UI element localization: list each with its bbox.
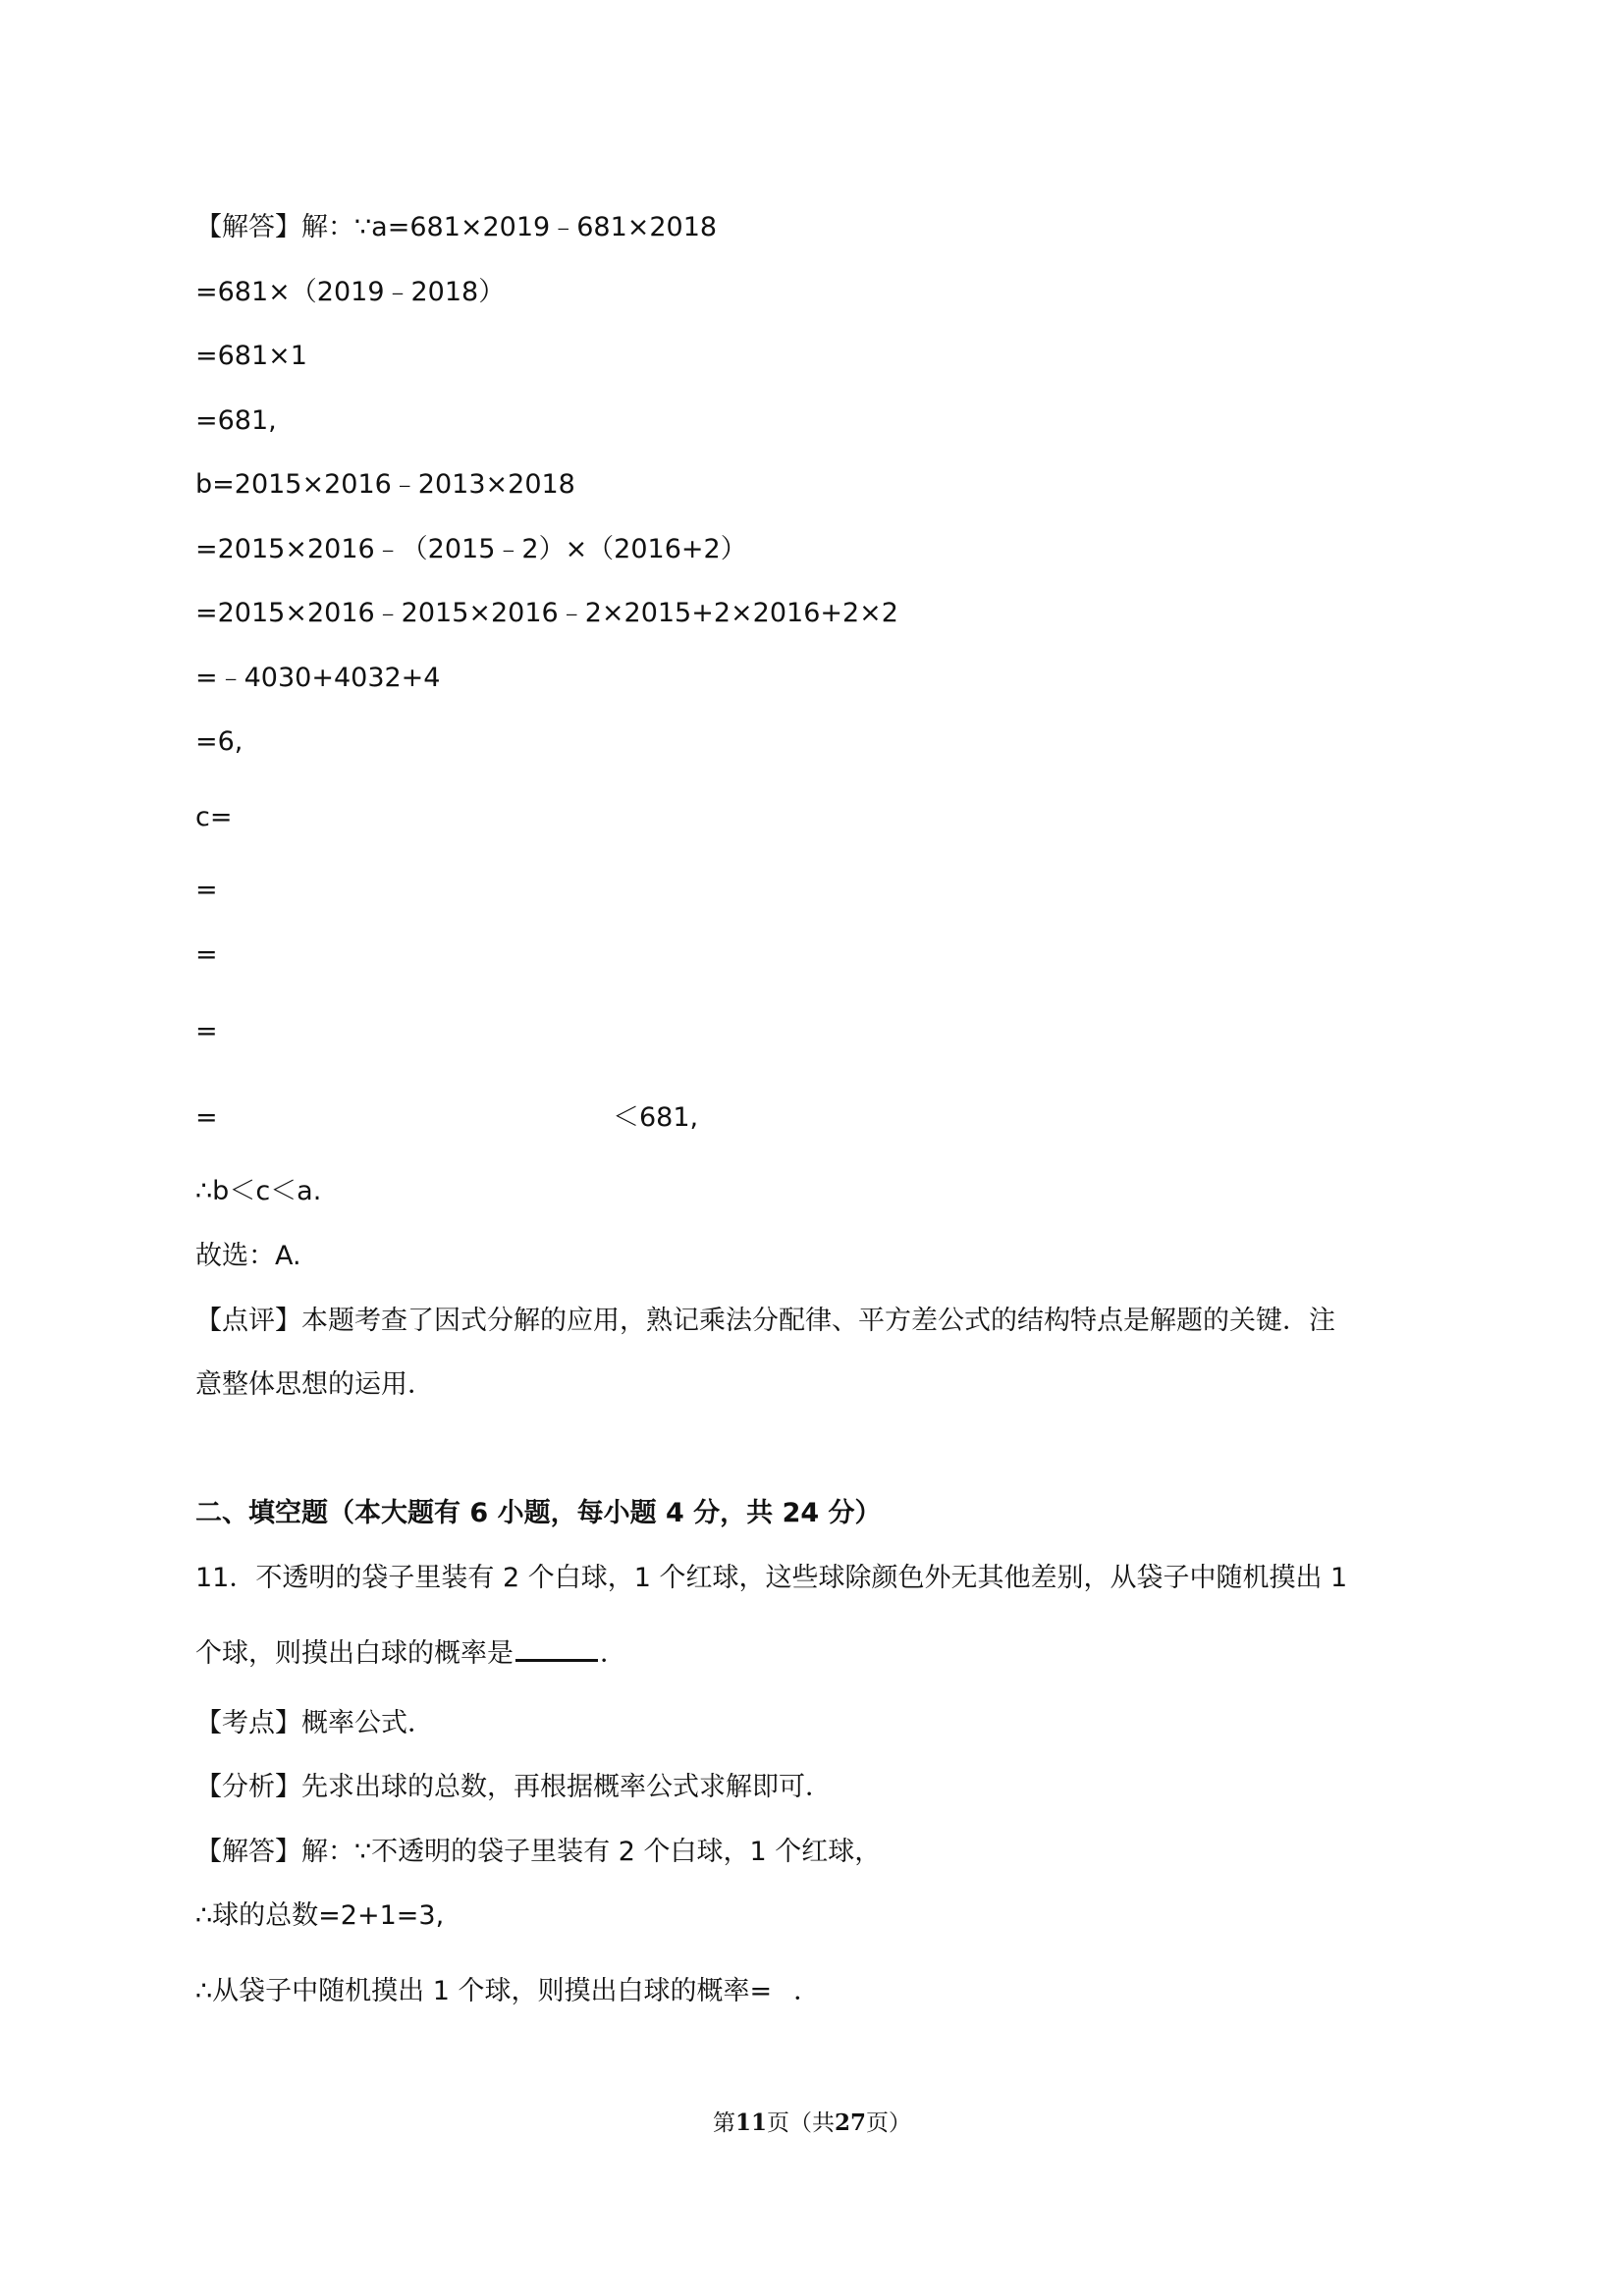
footer-page-number: 11 bbox=[734, 2109, 767, 2136]
page-footer bbox=[0, 2109, 1624, 2138]
comparison-result: ＜681, bbox=[613, 1102, 699, 1133]
solution-line-6: =2015×2016﹣（2015﹣2）×（2016+2） bbox=[195, 534, 747, 564]
solution-line-14: = bbox=[195, 1102, 218, 1133]
section-heading: 二、填空题（本大题有 6 小题，每小题 4 分，共 24 分） bbox=[195, 1498, 882, 1528]
review-line-2: 意整体思想的运用． bbox=[195, 1369, 434, 1400]
solution-line-12: = bbox=[195, 939, 218, 970]
fenxi-line: 【分析】先求出球的总数，再根据概率公式求解即可． bbox=[195, 1772, 832, 1802]
question-11-line-2-end: ． bbox=[600, 1638, 626, 1669]
footer-middle: 页（共 bbox=[767, 2110, 835, 2136]
jieda-line: 【解答】解：∵不透明的袋子里装有 2 个白球，1 个红球， bbox=[195, 1837, 882, 1867]
question-11-line-2 bbox=[195, 1633, 626, 1672]
solution-line-2: =681×（2019﹣2018） bbox=[195, 277, 506, 307]
review-line-1: 【点评】本题考查了因式分解的应用，熟记乘法分配律、平方差公式的结构特点是解题的关键．注 bbox=[195, 1306, 1335, 1336]
answer-step-2-text: ∴从袋子中随机摸出 1 个球，则摸出白球的概率= bbox=[195, 1976, 773, 2006]
solution-line-11: = bbox=[195, 875, 218, 905]
answer-step-2 bbox=[195, 1974, 820, 2009]
question-11-line-2-text: 个球，则摸出白球的概率是 bbox=[195, 1638, 514, 1669]
solution-line-7: =2015×2016﹣2015×2016﹣2×2015+2×2016+2×2 bbox=[195, 598, 898, 628]
solution-line-1: 【解答】解：∵a=681×2019﹣681×2018 bbox=[195, 212, 718, 242]
solution-line-8: =﹣4030+4032+4 bbox=[195, 663, 441, 693]
kaodian-line: 【考点】概率公式． bbox=[195, 1708, 434, 1738]
solution-line-10: c= bbox=[195, 802, 233, 832]
question-11-line-1: 11．不透明的袋子里装有 2 个白球，1 个红球，这些球除颜色外无其他差别，从袋子中随机摸出 1 bbox=[195, 1563, 1348, 1593]
solution-line-9: =6, bbox=[195, 726, 244, 757]
footer-total-pages: 27 bbox=[835, 2109, 867, 2136]
answer-step-1: ∴球的总数=2+1=3, bbox=[195, 1900, 445, 1931]
solution-line-3: =681×1 bbox=[195, 341, 307, 371]
conclusion: ∴b＜c＜a. bbox=[195, 1176, 322, 1206]
footer-prefix: 第 bbox=[712, 2110, 735, 2136]
answer-step-2-end: ． bbox=[793, 1976, 821, 2006]
solution-line-4: =681, bbox=[195, 405, 277, 436]
footer-suffix: 页） bbox=[866, 2110, 912, 2136]
answer-choice: 故选：A. bbox=[195, 1241, 301, 1271]
answer-blank bbox=[515, 1633, 598, 1662]
solution-line-5: b=2015×2016﹣2013×2018 bbox=[195, 469, 575, 500]
solution-line-13: = bbox=[195, 1016, 218, 1046]
